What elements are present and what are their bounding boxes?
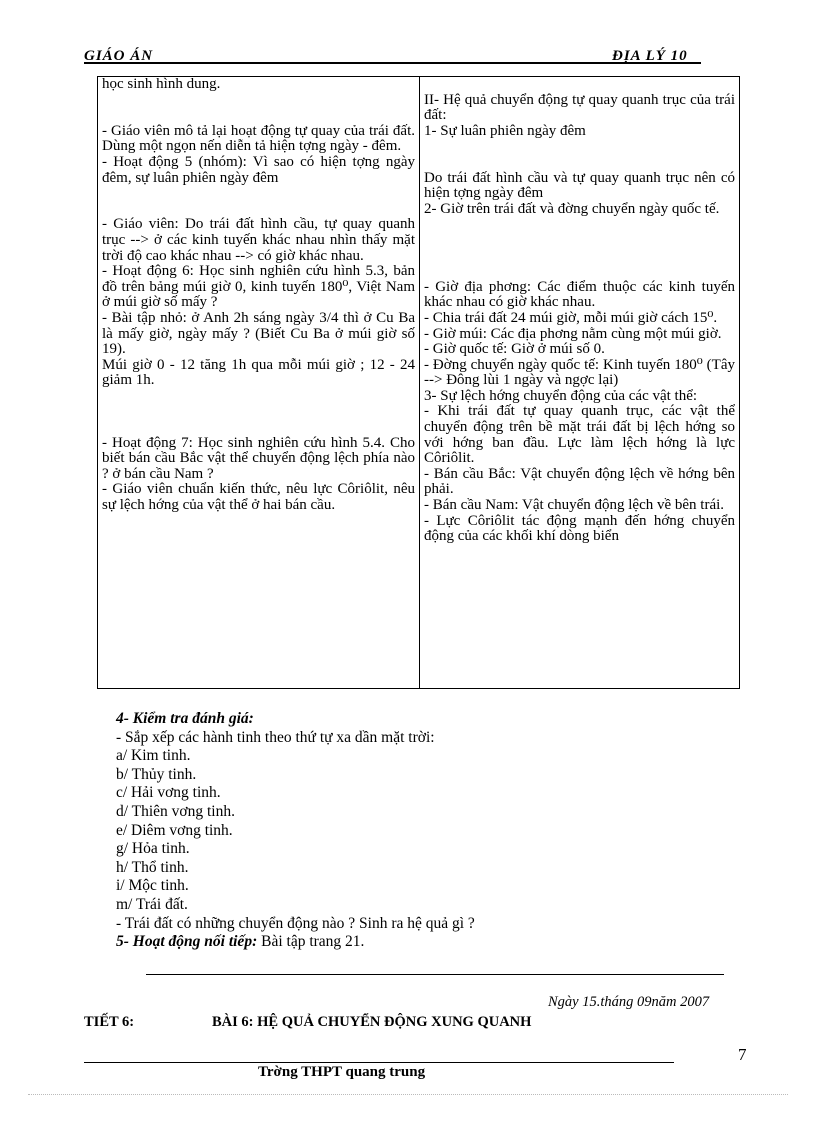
lesson-table <box>97 76 740 689</box>
header-rule <box>84 62 701 64</box>
divider <box>146 974 724 975</box>
content-paragraph: - Bán cầu Bắc: Vật chuyển động lệch về hớng bên phải. <box>424 465 735 498</box>
section-4-line: h/ Thổ tinh. <box>116 858 189 876</box>
section-4-line: b/ Thủy tinh. <box>116 765 197 783</box>
teacher-activity-paragraph <box>102 389 415 405</box>
content-paragraph: 3- Sự lệch hớng chuyển động của các vật thể: <box>424 387 698 404</box>
lesson-title: BÀI 6: HỆ QUẢ CHUYỂN ĐỘNG XUNG QUANH <box>212 1014 532 1030</box>
teacher-activity-paragraph <box>102 108 415 124</box>
content-column <box>420 77 740 689</box>
content-paragraph: - Bán cầu Nam: Vật chuyển động lệch về bên trái. <box>424 497 725 514</box>
header-title-left: GIÁO ÁN <box>84 48 154 64</box>
content-paragraph: Do trái đất hình cầu và tự quay quanh trục nên có hiện tợng ngày đêm <box>424 169 735 202</box>
section-5-text: Bài tập trang 21. <box>257 933 365 951</box>
lesson-date: Ngày 15.tháng 09năm 2007 <box>548 994 710 1010</box>
section-4-line: c/ Hải vơng tinh. <box>116 784 221 802</box>
section-4-title: 4- Kiểm tra đánh giá: <box>116 710 254 727</box>
content-paragraph <box>424 264 735 280</box>
teacher-activity-paragraph: - Giáo viên chuẩn kiến thức, nêu lực Côriôlit, nêu sự lệch hớng của vật thể ở hai bán cầu. <box>102 481 415 514</box>
content-paragraph <box>424 249 735 265</box>
footer-rule <box>84 1062 674 1063</box>
page-edge <box>28 1094 788 1095</box>
teacher-activity-paragraph <box>102 420 415 436</box>
teacher-activity-paragraph <box>102 186 415 202</box>
teacher-activity-paragraph: Múi giờ 0 - 12 tăng 1h qua mỗi múi giờ ; 12 - 24 giảm 1h. <box>102 356 415 389</box>
section-4-line: - Trái đất có những chuyển động nào ? Sinh ra hệ quả gì ? <box>116 914 475 932</box>
teacher-activity-paragraph <box>102 202 415 218</box>
section-5 <box>116 933 475 952</box>
teacher-activity-paragraph: học sinh hình dung. <box>102 77 221 92</box>
content-paragraph: 1- Sự luân phiên ngày đêm <box>424 122 586 139</box>
content-paragraph: - Khi trái đất tự quay quanh trục, các vật thể chuyển động trên bề mặt trái đất bị lệch hớng so với hớng ban đầu. Lực làm lệch hớng là lực Côriôlit. <box>424 403 735 467</box>
page-number: 7 <box>738 1045 747 1064</box>
section-5-title: 5- Hoạt động nối tiếp: <box>116 933 258 951</box>
section-4-line: i/ Mộc tinh. <box>116 877 189 895</box>
section-4-line: - Sắp xếp các hành tinh theo thứ tự xa dần mặt trời: <box>116 728 435 746</box>
section-4-line: e/ Diêm vơng tinh. <box>116 821 233 839</box>
teacher-activity-column <box>98 77 420 689</box>
content-paragraph: II- Hệ quả chuyển động tự quay quanh trục của trái đất: <box>424 91 735 124</box>
teacher-activity-paragraph: - Giáo viên mô tả lại hoạt động tự quay của trái đất. Dùng một ngọn nến diễn tả hiện tợng ngày - đêm. <box>102 122 415 155</box>
teacher-activity-paragraph: - Hoạt động 5 (nhóm): Vì sao có hiện tợng ngày đêm, sự luân phiên ngày đêm <box>102 153 415 186</box>
section-4 <box>116 710 475 952</box>
teacher-activity-paragraph <box>102 93 415 109</box>
content-paragraph: - Đờng chuyển ngày quốc tế: Kinh tuyến 180⁰ (Tây --> Đông lùi 1 ngày và ngợc lại) <box>424 356 735 389</box>
section-4-line: a/ Kim tinh. <box>116 747 191 765</box>
lesson-number: TIẾT 6: <box>84 1014 135 1030</box>
content-paragraph <box>424 155 735 171</box>
content-paragraph: - Giờ múi: Các địa phơng nằm cùng một múi giờ. <box>424 325 722 342</box>
section-4-line: d/ Thiên vơng tinh. <box>116 802 235 820</box>
content-paragraph: - Giờ quốc tế: Giờ ở múi số 0. <box>424 341 605 358</box>
section-4-line: m/ Trái đất. <box>116 895 188 913</box>
content-paragraph: - Giờ địa phơng: Các điểm thuộc các kinh tuyến khác nhau có giờ khác nhau. <box>424 278 735 311</box>
teacher-activity-paragraph: - Hoạt động 7: Học sinh nghiên cứu hình 5.4. Cho biết bán cầu Bắc vật thể chuyển động lệch phía nào ? ở bán cầu Nam ? <box>102 434 415 482</box>
content-paragraph: - Lực Côriôlit tác động mạnh đến hớng chuyển động của các khối khí dòng biển <box>424 512 735 545</box>
content-paragraph: 2- Giờ trên trái đất và đờng chuyển ngày quốc tế. <box>424 200 720 217</box>
section-4-line: g/ Hỏa tinh. <box>116 840 190 858</box>
content-paragraph <box>424 139 735 155</box>
content-paragraph: - Chia trái đất 24 múi giờ, mỗi múi giờ cách 15⁰. <box>424 309 718 326</box>
teacher-activity-paragraph: - Giáo viên: Do trái đất hình cầu, tự quay quanh trục --> ở các kinh tuyến khác nhau nhìn thấy mặt trời độ cao khác nhau --> có giờ khác nhau. <box>102 216 415 264</box>
teacher-activity-paragraph: - Hoạt động 6: Học sinh nghiên cứu hình 5.3, bản đồ trên bảng múi giờ 0, kinh tuyến 180⁰, Việt Nam ở múi giờ số mấy ? <box>102 263 415 311</box>
teacher-activity-paragraph <box>102 404 415 420</box>
header-title-right: ĐỊA LÝ 10 <box>612 48 688 64</box>
content-paragraph <box>424 217 735 233</box>
content-paragraph <box>424 77 735 93</box>
footer-school: Trờng THPT quang trung <box>258 1064 426 1080</box>
content-paragraph <box>424 233 735 249</box>
teacher-activity-paragraph: - Bài tập nhỏ: ở Anh 2h sáng ngày 3/4 thì ở Cu Ba là mấy giờ, ngày mấy ? (Biết Cu Ba ở múi giờ số 19). <box>102 309 415 358</box>
